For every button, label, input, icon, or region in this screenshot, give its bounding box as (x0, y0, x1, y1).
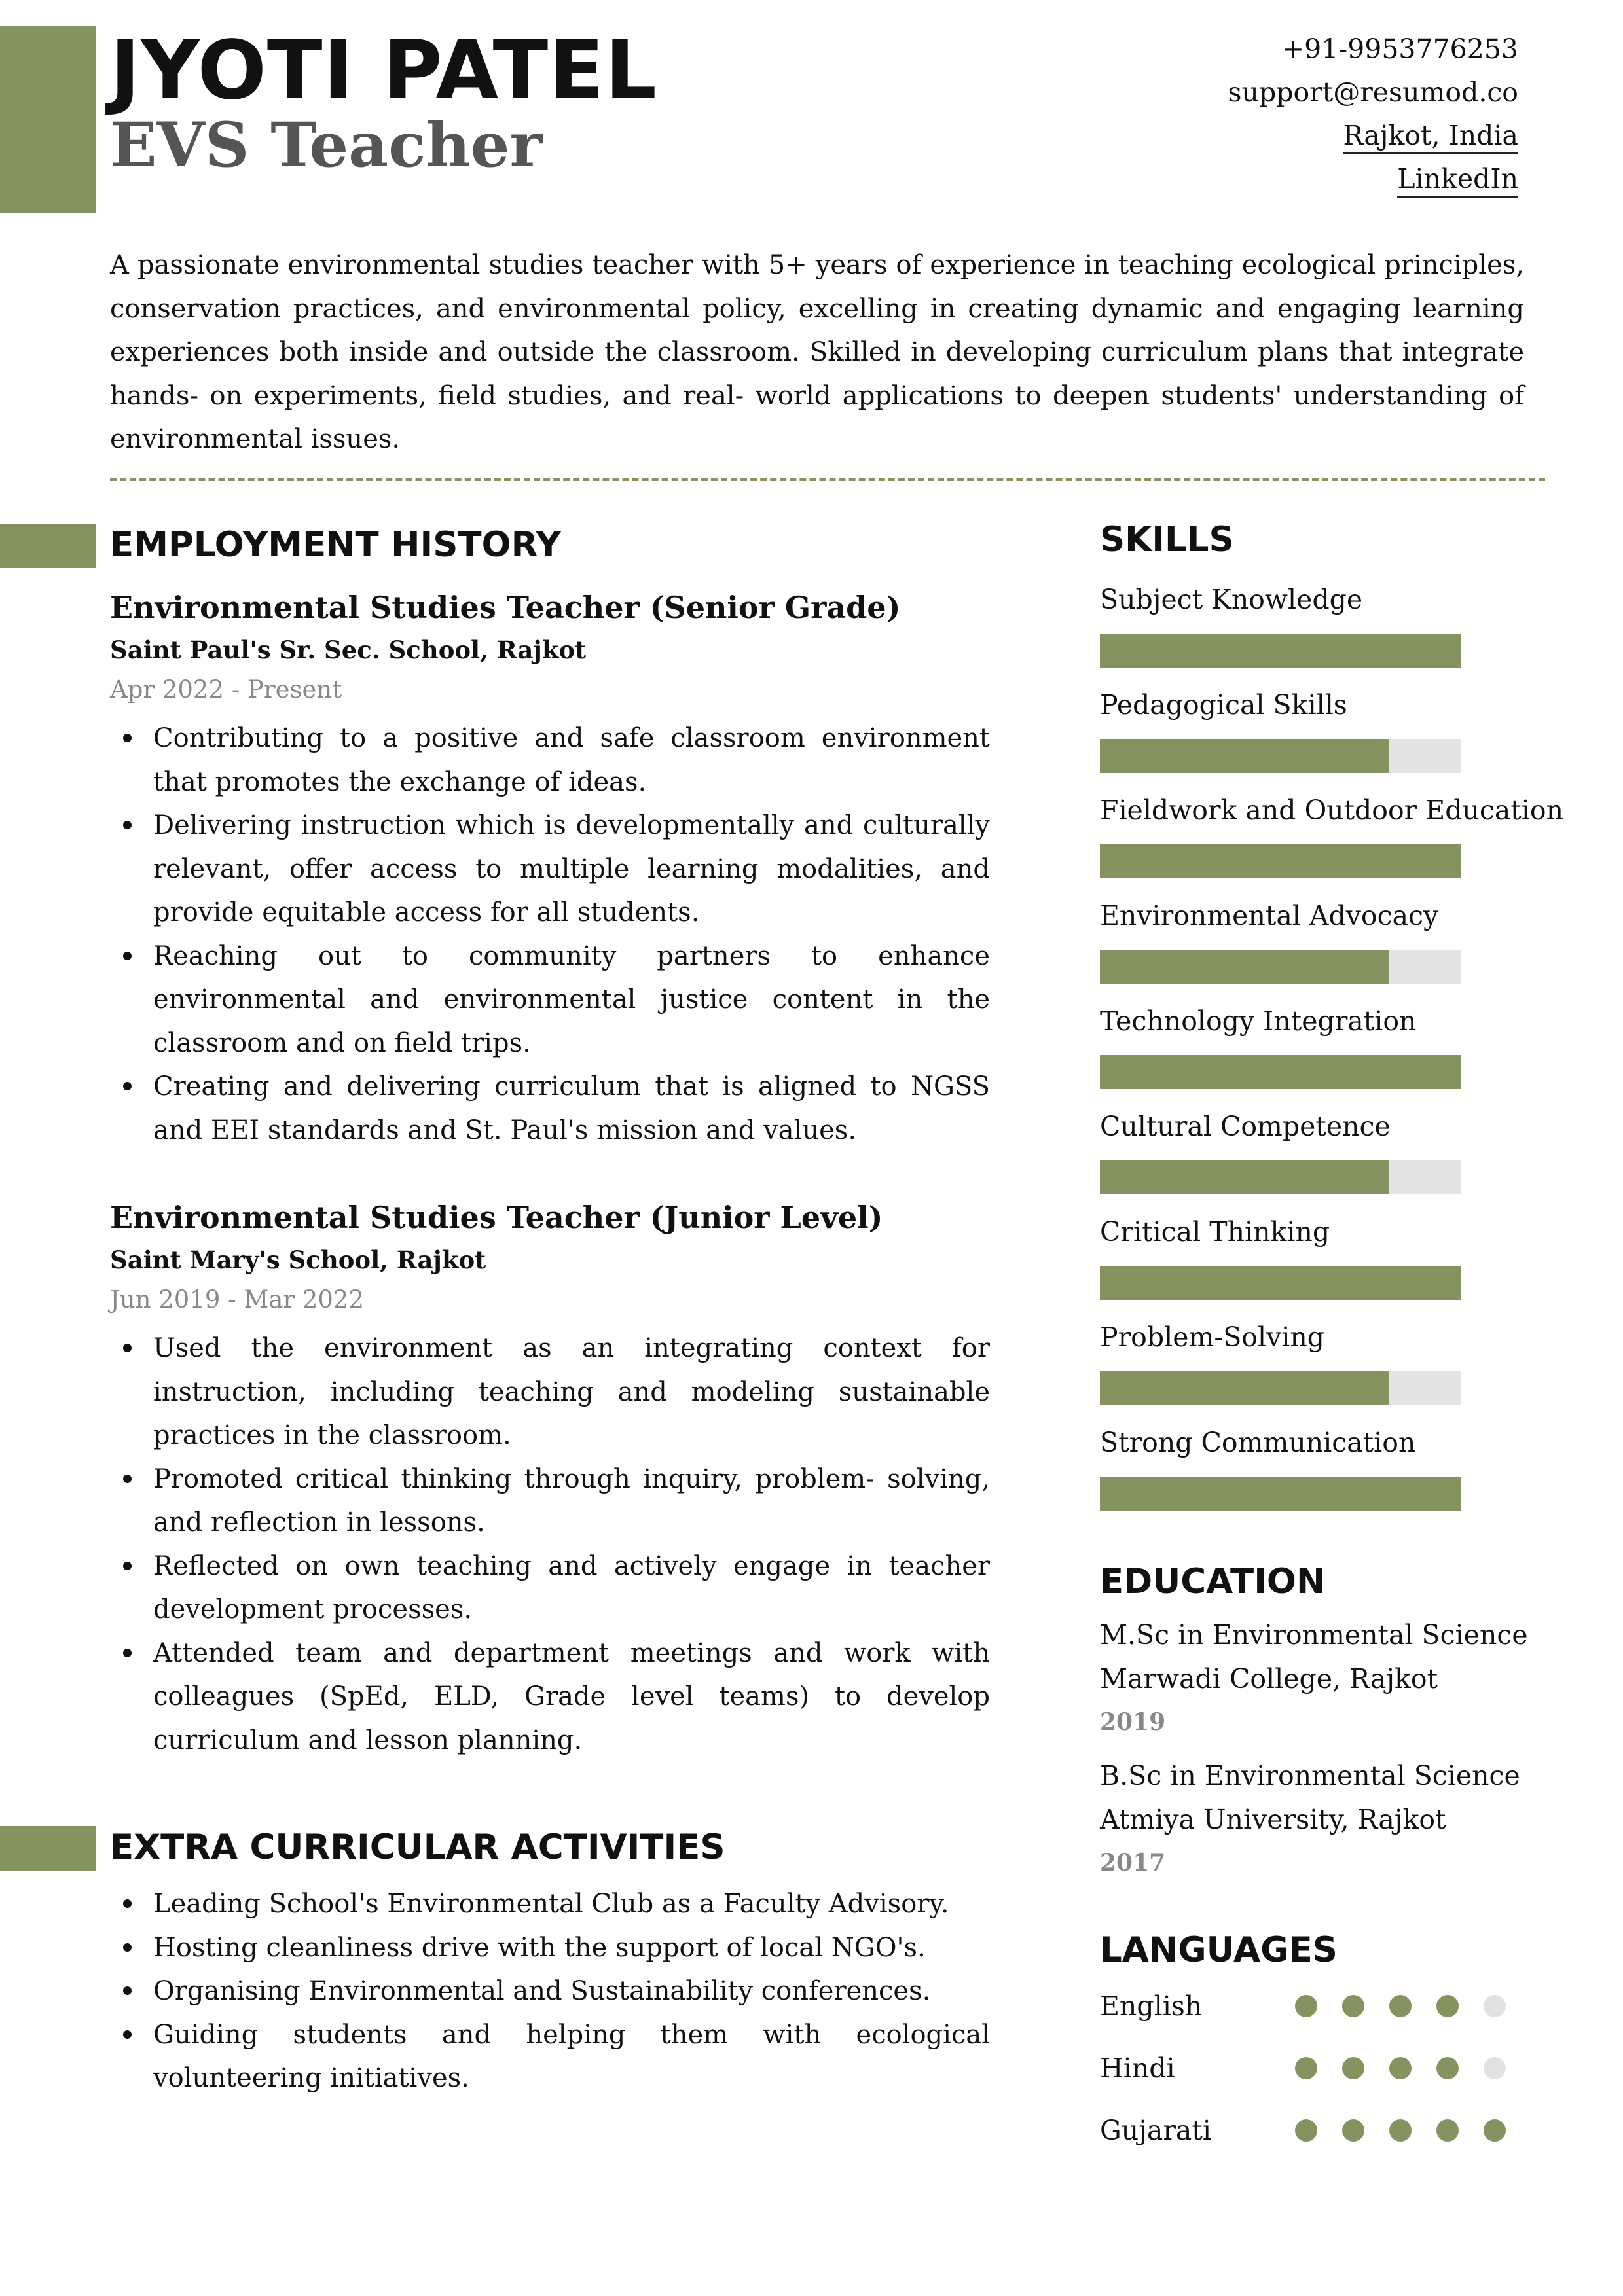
rating-dot-filled (1342, 2057, 1364, 2079)
skill-bar-fill (1100, 950, 1389, 984)
language-name: Hindi (1100, 2053, 1175, 2084)
extra-item: Organising Environmental and Sustainability conferences. (153, 1969, 990, 2013)
rating-dot-filled (1389, 1995, 1412, 2017)
email-address: support@resumod.co (1228, 77, 1518, 108)
skill-bar-fill (1100, 1266, 1461, 1300)
job-dates: Jun 2019 - Mar 2022 (110, 1285, 364, 1314)
section-divider (110, 478, 1545, 481)
linkedin-link[interactable] (1060, 157, 1518, 200)
skill-bar (1100, 739, 1461, 773)
education-item (1100, 1613, 1545, 1743)
job-bullet: Used the environment as an integrating context for instruction, including teaching and modeling sustainable practices in the classroom. (153, 1327, 990, 1458)
linkedin-text[interactable]: LinkedIn (1397, 163, 1518, 198)
skill-item (1100, 1424, 1545, 1511)
education-school: Atmiya University, Rajkot (1100, 1804, 1446, 1835)
language-item (1100, 2111, 1519, 2150)
skill-item (1100, 1213, 1545, 1300)
location-link[interactable] (1060, 114, 1518, 157)
skill-bar (1100, 1477, 1461, 1511)
skill-bar (1100, 1266, 1461, 1300)
extra-item: Leading School's Environmental Club as a Faculty Advisory. (153, 1882, 990, 1926)
job-bullets (110, 717, 990, 1152)
education-heading: EDUCATION (1100, 1562, 1326, 1602)
rating-dot-empty (1484, 1995, 1506, 2017)
rating-dot-filled (1389, 2057, 1412, 2079)
education-item (1100, 1754, 1545, 1884)
rating-dot-filled (1342, 1995, 1364, 2017)
rating-dot-filled (1342, 2119, 1364, 2142)
job-role: Environmental Studies Teacher (Junior Level) (110, 1200, 883, 1235)
skill-bar (1100, 1160, 1461, 1194)
rating-dot-empty (1484, 2057, 1506, 2079)
skill-item (1100, 1003, 1545, 1089)
rating-dot-filled (1484, 2119, 1506, 2142)
skill-label: Pedagogical Skills (1100, 689, 1347, 721)
rating-dot-filled (1436, 1995, 1459, 2017)
job-bullets (110, 1327, 990, 1762)
skill-label: Strong Communication (1100, 1427, 1416, 1458)
skill-item (1100, 687, 1545, 773)
rating-dot-filled (1295, 2057, 1317, 2079)
education-year: 2019 (1100, 1708, 1166, 1736)
skill-label: Fieldwork and Outdoor Education (1100, 795, 1563, 826)
education-school: Marwadi College, Rajkot (1100, 1663, 1438, 1695)
rating-dot-filled (1295, 2119, 1317, 2142)
job-company: Saint Paul's Sr. Sec. School, Rajkot (110, 636, 587, 664)
education-degree: B.Sc in Environmental Science (1100, 1760, 1520, 1791)
skill-item (1100, 897, 1545, 984)
extra-heading: EXTRA CURRICULAR ACTIVITIES (110, 1827, 725, 1867)
skill-label: Cultural Competence (1100, 1111, 1391, 1142)
skills-heading: SKILLS (1100, 520, 1234, 560)
job-dates: Apr 2022 - Present (110, 675, 342, 704)
job-bullet: Creating and delivering curriculum that is aligned to NGSS and EEI standards and St. Paul's mission and values. (153, 1065, 990, 1152)
language-item (1100, 2049, 1519, 2088)
extra-bullets (110, 1882, 990, 2100)
candidate-name: JYOTI PATEL (110, 24, 657, 118)
phone-number: +91-9953776253 (1281, 33, 1518, 65)
job-bullet: Contributing to a positive and safe classroom environment that promotes the exchange of ideas. (153, 717, 990, 804)
employment-accent-block (0, 524, 96, 568)
skill-bar-fill (1100, 634, 1461, 668)
job-bullet: Delivering instruction which is developmentally and culturally relevant, offer access to multiple learning modalities, and provide equitable access for all students. (153, 804, 990, 935)
education-year: 2017 (1100, 1849, 1166, 1876)
skill-bar (1100, 1371, 1461, 1405)
skill-bar (1100, 634, 1461, 668)
languages-heading: LANGUAGES (1100, 1930, 1338, 1970)
skill-bar (1100, 1055, 1461, 1089)
skill-label: Critical Thinking (1100, 1216, 1330, 1247)
language-item (1100, 1986, 1519, 2026)
skill-label: Technology Integration (1100, 1005, 1417, 1037)
job-bullet: Promoted critical thinking through inquiry, problem- solving, and reflection in lessons. (153, 1458, 990, 1545)
language-name: Gujarati (1100, 2115, 1211, 2146)
job-bullet: Reaching out to community partners to enhance environmental and environmental justice content in the classroom and on field trips. (153, 935, 990, 1066)
skill-item (1100, 1319, 1545, 1405)
contact-block (1060, 27, 1518, 200)
skill-bar-fill (1100, 1371, 1389, 1405)
location-text[interactable]: Rajkot, India (1343, 120, 1518, 154)
candidate-title: EVS Teacher (110, 109, 542, 181)
education-degree: M.Sc in Environmental Science (1100, 1619, 1528, 1651)
job-company: Saint Mary's School, Rajkot (110, 1246, 486, 1274)
skill-label: Environmental Advocacy (1100, 900, 1439, 931)
job-bullet: Reflected on own teaching and actively engage in teacher development processes. (153, 1545, 990, 1632)
skill-label: Problem-Solving (1100, 1321, 1325, 1353)
job-role: Environmental Studies Teacher (Senior Grade) (110, 590, 901, 625)
rating-dot-filled (1436, 2119, 1459, 2142)
skill-item (1100, 1108, 1545, 1194)
extra-list (110, 1882, 990, 2100)
skill-item (1100, 581, 1545, 668)
skill-label: Subject Knowledge (1100, 584, 1363, 615)
extra-item: Hosting cleanliness drive with the support of local NGO's. (153, 1926, 990, 1970)
rating-dot-filled (1389, 2119, 1412, 2142)
skill-bar (1100, 844, 1461, 878)
employment-heading: EMPLOYMENT HISTORY (110, 525, 561, 565)
extra-accent-block (0, 1826, 96, 1871)
skill-bar-fill (1100, 739, 1389, 773)
rating-dot-filled (1436, 2057, 1459, 2079)
job-bullet: Attended team and department meetings and work with colleagues (SpEd, ELD, Grade level teams) to develop curriculum and lesson planning. (153, 1632, 990, 1763)
job-entry (110, 586, 990, 1152)
profile-summary: A passionate environmental studies teacher with 5+ years of experience in teaching ecological principles, conservation practices, and environmental policy, excelling in creating dynamic and engaging learning experiences both inside and outside the classroom. Skilled in developing curriculum plans that integrate hands- on experiments, field studies, and real- world applications to deepen students' understanding of environmental issues. (110, 250, 1524, 454)
rating-dot-filled (1295, 1995, 1317, 2017)
header-accent-block (0, 26, 96, 213)
skill-bar-fill (1100, 1055, 1461, 1089)
skill-item (1100, 792, 1563, 878)
skill-bar (1100, 950, 1461, 984)
job-entry (110, 1196, 990, 1762)
language-name: English (1100, 1990, 1203, 2022)
skill-bar-fill (1100, 1477, 1461, 1511)
extra-item: Guiding students and helping them with ecological volunteering initiatives. (153, 2013, 990, 2100)
skill-bar-fill (1100, 1160, 1389, 1194)
skill-bar-fill (1100, 844, 1461, 878)
